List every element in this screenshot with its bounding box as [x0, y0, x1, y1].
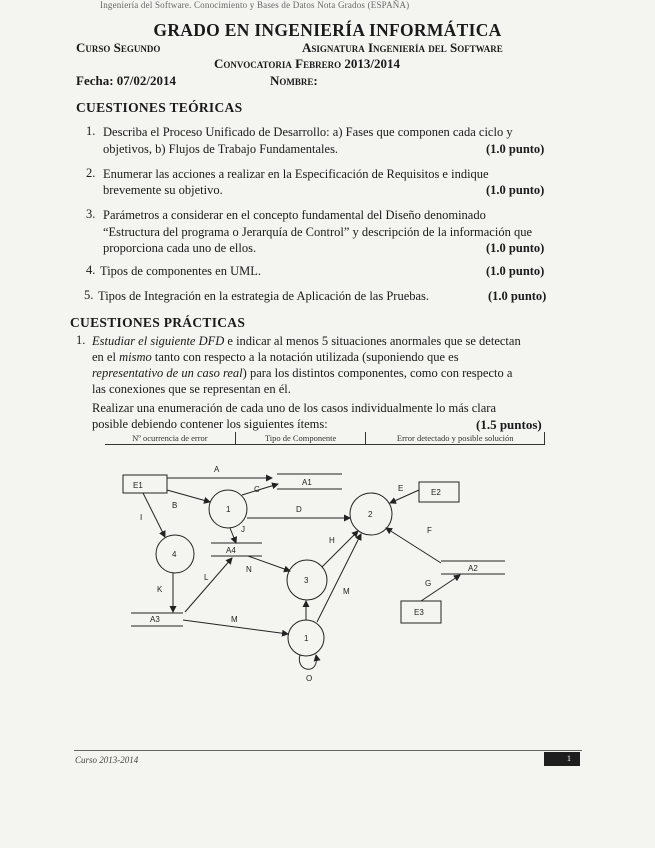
- table-header-cell: Error detectado y posible solución: [366, 432, 545, 444]
- flow-i: [143, 493, 165, 537]
- question-points: (1.0 punto): [486, 183, 545, 197]
- practice-number: 1.: [76, 333, 86, 347]
- flow-f: [386, 528, 441, 563]
- flow-o: [299, 655, 316, 669]
- question-points: (1.0 punto): [486, 264, 545, 278]
- page-number-box: [544, 752, 580, 766]
- process-label-1b: 1: [304, 634, 309, 643]
- external-entity-e1: [123, 475, 167, 493]
- flow-label-l: L: [204, 573, 209, 582]
- flow-n: [248, 556, 290, 571]
- table-header-cell: Tipo de Componente: [236, 432, 367, 444]
- flow-l: [185, 558, 232, 612]
- entity-label-e1: E1: [133, 481, 143, 490]
- practice-line-5: Realizar una enumeración de cada uno de los casos individualmente lo más clara: [92, 401, 497, 415]
- theory-heading: CUESTIONES TEÓRICAS: [76, 100, 243, 115]
- question-points: (1.0 punto): [488, 289, 547, 303]
- practice-text: en el: [92, 350, 120, 364]
- flow-e: [390, 490, 419, 503]
- process-label-1: 1: [226, 505, 231, 514]
- practice-line-6: posible debiendo contener los siguientes ítems:: [92, 417, 328, 431]
- flow-label-m2: M: [343, 587, 350, 596]
- flow-label-o: O: [306, 674, 313, 683]
- document-title: GRADO EN INGENIERÍA INFORMÁTICA: [153, 20, 502, 40]
- practice-italic: mismo: [119, 350, 152, 364]
- flow-label-h: H: [329, 536, 335, 545]
- flow-label-k: K: [157, 585, 163, 594]
- question-number: 4.: [86, 263, 96, 277]
- flow-label-e: E: [398, 484, 404, 493]
- practice-italic: representativo de un caso real: [92, 366, 243, 380]
- flow-label-j: J: [241, 525, 245, 534]
- name-label: Nombre:: [270, 73, 318, 88]
- flow-h: [322, 531, 358, 567]
- question-number: 1.: [86, 124, 96, 138]
- exam-session-label: Convocatoria Febrero 2013/2014: [214, 56, 400, 71]
- question-line: Parámetros a considerar en el concepto fundamental del Diseño denominado: [103, 208, 486, 222]
- page-number: 1: [567, 754, 571, 763]
- practice-italic: Estudiar el siguiente DFD: [92, 334, 225, 348]
- practice-points: (1.5 puntos): [476, 417, 542, 432]
- entity-label-e3: E3: [414, 608, 424, 617]
- flow-label-i: I: [140, 513, 143, 522]
- store-label-a3: A3: [150, 615, 160, 624]
- question-line: Describa el Proceso Unificado de Desarrollo: a) Fases que componen cada ciclo y: [103, 125, 513, 139]
- flow-label-f: F: [427, 526, 432, 535]
- footer-divider: [74, 750, 582, 751]
- flow-label-g: G: [425, 579, 432, 588]
- flow-label-a: A: [214, 465, 220, 474]
- question-line: proporciona cada uno de ellos.: [103, 241, 257, 255]
- process-label-2: 2: [368, 510, 373, 519]
- process-label-3: 3: [304, 576, 309, 585]
- practice-text: ) para los distintos componentes, como con respecto a: [242, 366, 513, 380]
- question-line: objetivos, b) Flujos de Trabajo Fundamentales.: [103, 142, 339, 156]
- store-label-a2: A2: [468, 564, 478, 573]
- flow-label-b: B: [172, 501, 178, 510]
- store-label-a1: A1: [302, 478, 312, 487]
- practice-text: tanto con respecto a la notación utilizada (suponiendo que es: [151, 350, 459, 364]
- question-points: (1.0 punto): [486, 241, 545, 255]
- flow-c: [242, 484, 278, 495]
- entity-label-e2: E2: [431, 488, 441, 497]
- date-label: Fecha: 07/02/2014: [76, 73, 177, 88]
- course-label: Curso Segundo: [76, 40, 161, 55]
- practice-line-4: las conexiones que se representan en él.: [92, 382, 291, 396]
- cut-header-text: Ingeniería del Software. Conocimiento y Bases de Datos Nota Grados (ESPAÑA): [100, 0, 410, 10]
- process-label-4: 4: [172, 550, 177, 559]
- question-line: Enumerar las acciones a realizar en la Especificación de Requisitos e indique: [103, 167, 489, 181]
- subject-label: Asignatura Ingeniería del Software: [302, 40, 503, 55]
- flow-label-m: M: [231, 615, 238, 624]
- practice-heading: CUESTIONES PRÁCTICAS: [70, 315, 246, 330]
- question-line: Tipos de Integración en la estrategia de Aplicación de las Pruebas.: [98, 289, 430, 303]
- question-number: 2.: [86, 166, 96, 180]
- flow-label-n: N: [246, 565, 252, 574]
- question-line: Tipos de componentes en UML.: [100, 264, 261, 278]
- flow-j: [230, 528, 236, 543]
- question-line: “Estructura del programa o Jerarquía de Control” y descripción de la información que: [103, 225, 533, 239]
- question-points: (1.0 punto): [486, 142, 545, 156]
- flow-label-d: D: [296, 505, 302, 514]
- question-line: brevemente su objetivo.: [103, 183, 223, 197]
- question-number: 5.: [84, 288, 94, 302]
- flow-m2: [317, 534, 361, 622]
- flow-label-c: C: [254, 485, 260, 494]
- practice-text: e indicar al menos 5 situaciones anormales que se detectan: [224, 334, 521, 348]
- table-header-cell: Nº ocurrencia de error: [105, 432, 236, 444]
- data-store-a4: [211, 543, 262, 556]
- question-number: 3.: [86, 207, 96, 221]
- store-label-a4: A4: [226, 546, 236, 555]
- footer-course: Curso 2013-2014: [75, 755, 139, 765]
